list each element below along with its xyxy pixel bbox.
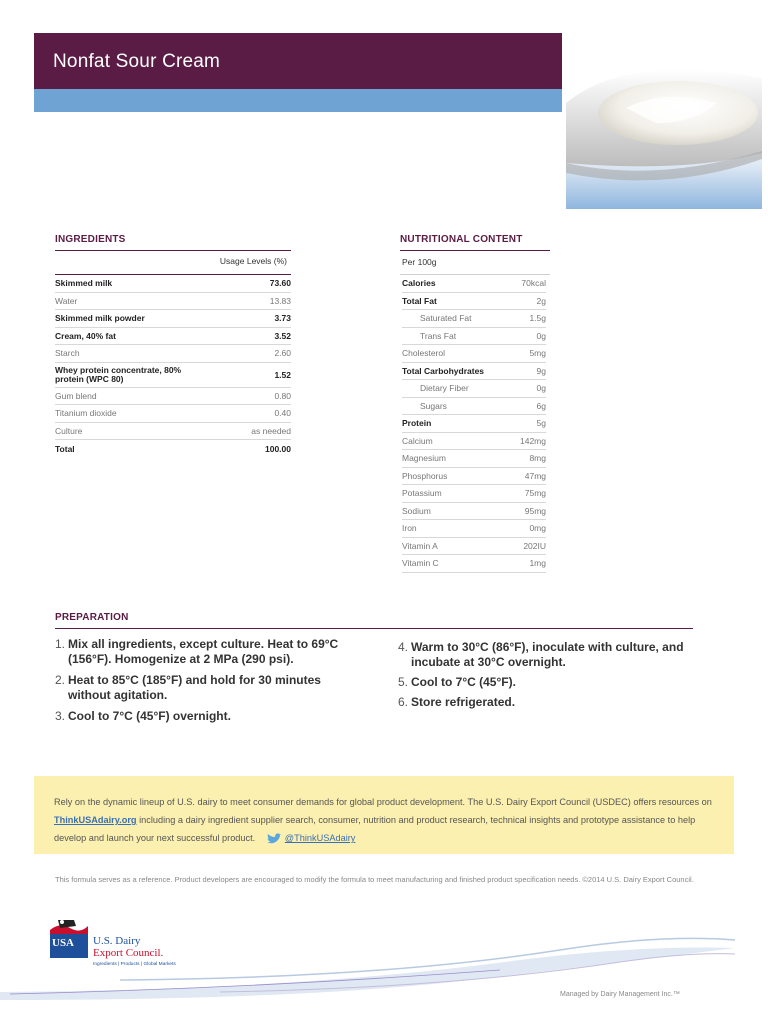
step-number: 6.	[398, 695, 409, 709]
nutrition-row	[402, 293, 546, 311]
ingredient-row	[55, 363, 291, 388]
accent-bar	[34, 89, 562, 112]
per-100g-label: Per 100g	[402, 257, 437, 267]
preparation-step	[55, 709, 355, 724]
ingredient-name: Starch	[55, 348, 80, 359]
preparation-heading: PREPARATION	[55, 612, 129, 623]
preparation-rule	[55, 628, 693, 629]
nutrient-name: Iron	[402, 523, 417, 534]
nutrition-row	[402, 468, 546, 486]
logo-line2: Export Council.	[93, 947, 164, 959]
nutrition-row	[402, 485, 546, 503]
nutrient-value: 0g	[536, 383, 546, 394]
nutrient-value: 95mg	[524, 505, 546, 516]
ingredient-value: 0.40	[274, 408, 291, 419]
ingredient-name: Culture	[55, 425, 83, 436]
nutrient-name: Potassium	[402, 488, 442, 499]
nutrition-row	[402, 345, 546, 363]
usage-levels-header: Usage Levels (%)	[219, 256, 287, 266]
ingredient-row	[55, 405, 291, 423]
nutrient-value: 9g	[536, 365, 546, 376]
step-number: 4.	[398, 640, 409, 654]
ingredient-value: 1.52	[274, 369, 291, 380]
promo-text	[54, 793, 714, 847]
nutrient-value: 202IU	[523, 540, 546, 551]
nutrient-name: Dietary Fiber	[420, 383, 469, 394]
logo-line1: U.S. Dairy	[93, 935, 141, 947]
nutrition-row	[402, 433, 546, 451]
step-text: Mix all ingredients, except culture. Heat to 69°C (156°F). Homogenize at 2 MPa (290 psi).	[68, 637, 339, 666]
ingredient-row	[55, 293, 291, 311]
ingredient-row	[55, 310, 291, 328]
promo-box	[34, 776, 734, 854]
ingredient-row	[55, 345, 291, 363]
ingredient-name: Total	[55, 443, 75, 454]
preparation-step	[55, 673, 345, 703]
logo-tagline: Ingredients | Products | Global Markets	[93, 962, 176, 967]
managed-by: Managed by Dairy Management Inc.™	[560, 991, 680, 998]
ingredient-value: 13.83	[269, 295, 291, 306]
nutrient-value: 8mg	[529, 453, 546, 464]
nutrient-name: Saturated Fat	[420, 313, 472, 324]
ingredient-name: Water	[55, 295, 78, 306]
step-text: Cool to 7°C (45°F).	[411, 675, 516, 689]
nutrient-value: 70kcal	[521, 278, 546, 289]
step-text: Heat to 85°C (185°F) and hold for 30 minutes without agitation.	[68, 673, 321, 702]
thinkusadairy-link[interactable]: ThinkUSAdairy.org	[54, 815, 137, 825]
title-bar	[34, 33, 562, 89]
nutrient-name: Trans Fat	[420, 330, 457, 341]
nutrition-rule	[400, 250, 550, 251]
nutrient-value: 75mg	[524, 488, 546, 499]
nutrient-value: 2g	[536, 295, 546, 306]
nutrition-row	[402, 520, 546, 538]
step-text: Cool to 7°C (45°F) overnight.	[68, 709, 231, 723]
twitter-bird-icon	[266, 833, 282, 845]
nutrition-row	[402, 398, 546, 416]
nutrient-value: 0mg	[529, 523, 546, 534]
sour-cream-image	[566, 33, 762, 209]
nutrient-name: Phosphorus	[402, 470, 448, 481]
nutrient-name: Vitamin A	[402, 540, 438, 551]
ingredient-name: Titanium dioxide	[55, 408, 117, 419]
step-number: 5.	[398, 675, 409, 689]
logo-usa-text: USA	[52, 937, 75, 949]
nutrient-value: 1.5g	[529, 313, 546, 324]
nutrition-row	[402, 380, 546, 398]
nutrition-row	[402, 275, 546, 293]
ingredient-name: Skimmed milk powder	[55, 313, 145, 324]
nutrition-heading: NUTRITIONAL CONTENT	[400, 234, 523, 245]
nutrition-row	[402, 503, 546, 521]
nutrition-row	[402, 363, 546, 381]
nutrient-name: Cholesterol	[402, 348, 445, 359]
ingredient-row	[55, 388, 291, 406]
nutrient-value: 142mg	[520, 435, 546, 446]
ingredient-value: 3.73	[274, 313, 291, 324]
ingredient-value: 3.52	[274, 330, 291, 341]
nutrient-name: Total Fat	[402, 295, 437, 306]
nutrition-row	[402, 415, 546, 433]
ingredient-value: as needed	[251, 425, 291, 436]
promo-text-end: including a dairy ingredient supplier search, consumer, nutrition and product research, technical insights and prototype assistance to help develop and launch your next successful product.	[54, 815, 696, 843]
step-text: Warm to 30°C (86°F), inoculate with culture, and incubate at 30°C overnight.	[411, 640, 684, 669]
nutrient-value: 0g	[536, 330, 546, 341]
ingredient-value: 2.60	[274, 348, 291, 359]
preparation-step	[55, 637, 355, 667]
nutrient-value: 47mg	[524, 470, 546, 481]
ingredients-rule	[55, 250, 291, 251]
ingredient-name: Gum blend	[55, 390, 97, 401]
nutrient-name: Calories	[402, 278, 436, 289]
nutrition-row	[402, 328, 546, 346]
ingredients-heading: INGREDIENTS	[55, 234, 126, 245]
preparation-step	[398, 640, 698, 670]
preparation-step	[398, 695, 698, 710]
nutrient-name: Sugars	[420, 400, 447, 411]
nutrient-name: Calcium	[402, 435, 433, 446]
twitter-handle-link[interactable]: @ThinkUSAdairy	[284, 833, 356, 843]
step-number: 1.	[55, 637, 66, 651]
ingredient-value: 0.80	[274, 390, 291, 401]
ingredient-row	[55, 328, 291, 346]
step-text: Store refrigerated.	[411, 695, 516, 709]
nutrition-row	[402, 450, 546, 468]
nutrient-name: Vitamin C	[402, 558, 439, 569]
nutrition-row	[402, 538, 546, 556]
ingredient-row	[55, 440, 291, 458]
ingredient-name: Cream, 40% fat	[55, 330, 116, 341]
nutrient-value: 1mg	[529, 558, 546, 569]
sour-cream-bowl-icon	[566, 33, 762, 209]
nutrient-value: 5mg	[529, 348, 546, 359]
step-number: 2.	[55, 673, 66, 687]
ingredient-name: Whey protein concentrate, 80% protein (WPC 80)	[55, 364, 182, 384]
nutrient-value: 6g	[536, 400, 546, 411]
nutrition-row	[402, 555, 546, 573]
page-title: Nonfat Sour Cream	[53, 51, 221, 72]
step-number: 3.	[55, 709, 66, 723]
preparation-step	[398, 675, 698, 690]
nutrient-name: Magnesium	[402, 453, 446, 464]
nutrient-name: Protein	[402, 418, 432, 429]
ingredient-value: 100.00	[265, 443, 291, 454]
nutrient-value: 5g	[536, 418, 546, 429]
ingredient-value: 73.60	[269, 278, 291, 289]
ingredient-name: Skimmed milk	[55, 278, 113, 289]
disclaimer: This formula serves as a reference. Product developers are encouraged to modify the formula to meet manufacturing and finished product specification needs. ©2014 U.S. Dairy Export Council.	[55, 875, 694, 884]
ingredient-row	[55, 423, 291, 441]
nutrient-name: Total Carbohydrates	[402, 365, 485, 376]
ingredient-row	[55, 275, 291, 293]
nutrient-name: Sodium	[402, 505, 431, 516]
promo-text-start: Rely on the dynamic lineup of U.S. dairy to meet consumer demands for global product development. The U.S. Dairy Export Council (USDEC) offers resources on	[54, 797, 712, 807]
nutrition-row	[402, 310, 546, 328]
